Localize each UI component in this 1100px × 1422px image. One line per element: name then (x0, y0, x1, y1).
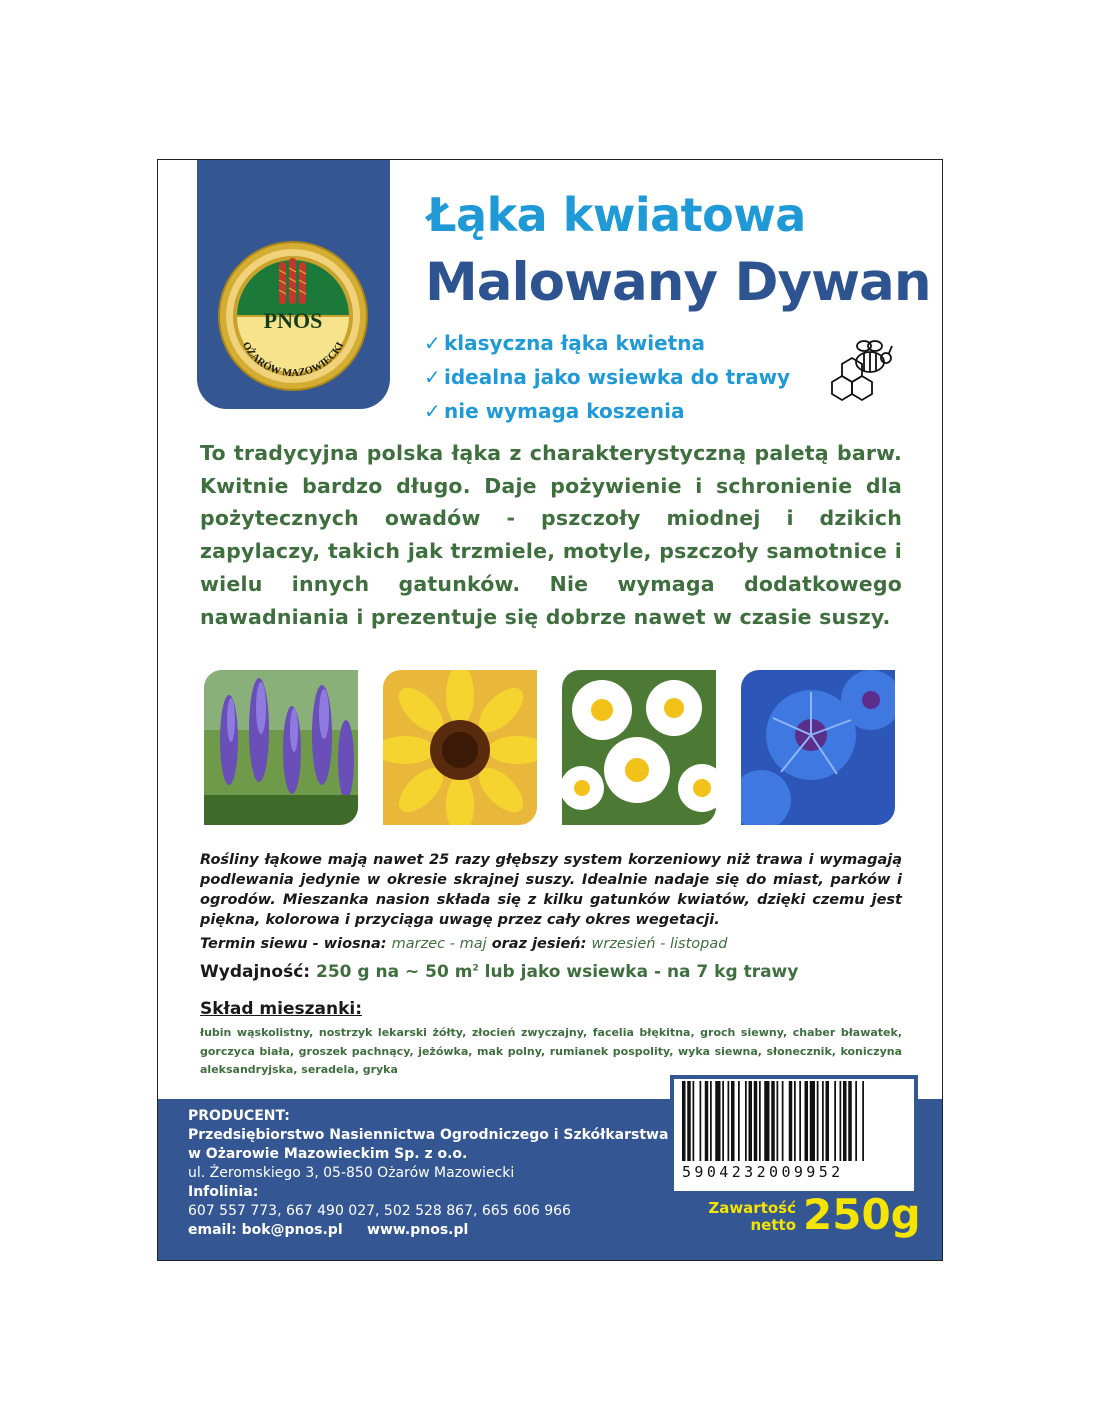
feature-item: ✓ idealna jako wsiewka do trawy (424, 360, 790, 394)
bee-honeycomb-icon (818, 332, 898, 412)
producer-website[interactable]: www.pnos.pl (367, 1222, 469, 1238)
logo-ring-text: OŻARÓW MAZOWIECKI (239, 340, 347, 380)
composition-heading: Skład mieszanki: (200, 999, 363, 1019)
barcode (670, 1075, 918, 1195)
net-weight: 250g (803, 1190, 921, 1239)
composition-list: łubin wąskolistny, nostrzyk lekarski żółty, złocień zwyczajny, facelia błękitna, groch siewny, chaber bławatek, gorczyca biała, groszek pachnący, jeżówka, mak polny, rumianek pospolity, wyka siewna, słonecznik, koniczyna aleksandryjska, seradela, gryka (200, 1026, 902, 1076)
barcode-number: 5904232009952 (682, 1163, 844, 1181)
yield-info: Wydajność: 250 g na ~ 50 $m^2$ lub jako wsiewka - na 7 kg trawy (200, 962, 799, 982)
check-icon: ✓ (424, 365, 441, 389)
cornflower-photo (741, 670, 895, 825)
logo-panel (197, 160, 390, 409)
pnos-logo (217, 240, 369, 392)
product-description: To tradycyjna polska łąka z charakterystyczną paletą barw. Kwitnie bardzo długo. Daje pożywienie i schronienie dla pożytecznych owadów - pszczoły miodnej i dzikich zapylaczy, takich jak trzmiele, motyle, pszczoły samotnice i wielu innych gatunków. Nie wymaga dodatkowego nawadniania i prezentuje się dobrze nawet w czasie suszy. (200, 441, 902, 629)
producer-email[interactable]: email: bok@pnos.pl (188, 1222, 343, 1238)
producer-info: PRODUCENT: Przedsiębiorstwo Nasiennictwa Ogrodniczego i Szkółkarstwa w Ożarowie Mazowieckim Sp. z o.o. ul. Żeromskiego 3, 05-850 Ożarów Mazowiecki Infolinia: 607 557 773, 667 490 027, 502 528 867, 665 606 966 email: bok@pnos.pl www.pnos.pl (188, 1108, 669, 1238)
lupine-photo (204, 670, 358, 825)
sowing-period: Termin siewu - wiosna: marzec - maj oraz jesień: wrzesień - listopad (200, 936, 728, 952)
check-icon: ✓ (424, 399, 441, 423)
sunflower-photo (383, 670, 537, 825)
feature-item: ✓ nie wymaga koszenia (424, 394, 790, 428)
check-icon: ✓ (424, 331, 441, 355)
chamomile-photo (562, 670, 716, 825)
producer-footer (158, 1099, 943, 1261)
product-variety: Malowany Dywan (425, 252, 931, 313)
logo-brand: PNOS (263, 308, 323, 333)
barcode-bars (678, 1081, 910, 1165)
feature-list (424, 326, 790, 428)
seed-packet-label (157, 159, 943, 1261)
net-content-label: Zawartość netto (708, 1199, 796, 1234)
feature-item: ✓ klasyczna łąka kwietna (424, 326, 790, 360)
product-title: Łąka kwiatowa (427, 188, 806, 242)
info-text: Rośliny łąkowe mają nawet 25 razy głębszy system korzeniowy niż trawa i wymagają podlewania jedynie w okresie skrajnej suszy. Idealnie nadaje się do miast, parków i ogrodów. Mieszanka nasion składa się z kilku gatunków kwiatów, dzięki czemu jest piękna, kolorowa i przyciąga uwagę przez cały okres wegetacji. (200, 852, 902, 928)
